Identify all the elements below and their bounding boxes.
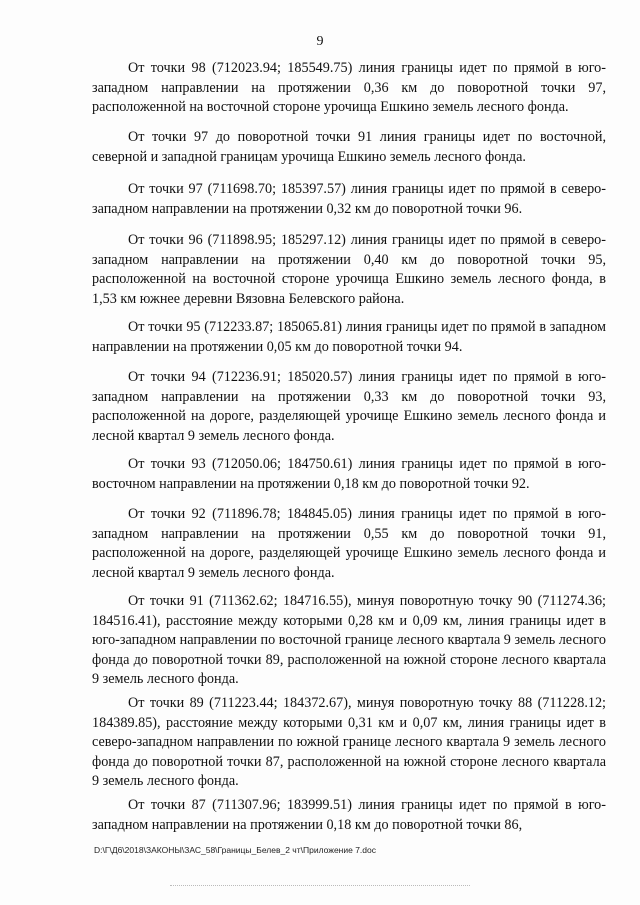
paragraph-point-92: От точки 92 (711896.78; 184845.05) линия границы идет по прямой в юго-западном направлении на протяжении 0,55 км до поворотной точки 91, расположенной на дороге, разделяющей урочище Ешкино земель лесного фонда и лесной квартал 9 земель лесного фонда. <box>92 506 606 581</box>
file-path-footer: D:\Г\Д6\2018\ЗАКОНЫ\ЗАС_58\Границы_Белев_2 чт\Приложение 7.doc <box>94 845 376 855</box>
paragraph-point-95: От точки 95 (712233.87; 185065.81) линия границы идет по прямой в западном направлении на протяжении 0,05 км до поворотной точки 94. <box>92 319 606 355</box>
paragraph-point-91: От точки 91 (711362.62; 184716.55), минуя поворотную точку 90 (711274.36; 184516.41), расстояние между которыми 0,28 км и 0,09 км, линия границы идет в юго-западном направлении по восточной границе лесного квартала 9 земель лесного фонда до поворотной точки 89, расположенной на южной стороне лесного квартала 9 земель лесного фонда. <box>92 593 606 687</box>
paragraph-point-89: От точки 89 (711223.44; 184372.67), минуя поворотную точку 88 (711228.12; 184389.85), расстояние между которыми 0,31 км и 0,07 км, линия границы идет в северо-западном направлении по южной границе лесного квартала 9 земель лесного фонда до поворотной точки 87, расположенной на южной стороне лесного квартала 9 земель лесного фонда. <box>92 695 606 789</box>
scan-artifact <box>170 885 470 888</box>
paragraph-point-98: От точки 98 (712023.94; 185549.75) линия границы идет по прямой в юго-западном направлении на протяжении 0,36 км до поворотной точки 97, расположенной на восточной стороне урочища Ешкино земель лесного фонда. <box>92 60 606 115</box>
paragraph-point-87: От точки 87 (711307.96; 183999.51) линия границы идет по прямой в юго-западном направлении на протяжении 0,18 км до поворотной точки 86, <box>92 797 606 833</box>
paragraph-point-96: От точки 96 (711898.95; 185297.12) линия границы идет по прямой в северо-западном направлении на протяжении 0,40 км до поворотной точки 95, расположенной на восточной стороне урочища Ешкино земель лесного фонда, в 1,53 км южнее деревни Вязовна Белевского района. <box>92 232 606 307</box>
paragraph-point-97: От точки 97 (711698.70; 185397.57) линия границы идет по прямой в северо-западном направлении на протяжении 0,32 км до поворотной точки 96. <box>92 181 606 217</box>
paragraph-point-94: От точки 94 (712236.91; 185020.57) линия границы идет по прямой в юго-западном направлении на протяжении 0,33 км до поворотной точки 93, расположенной на дороге, разделяющей урочище Ешкино земель лесного фонда и лесной квартал 9 земель лесного фонда. <box>92 369 606 444</box>
page-number: 9 <box>316 34 324 49</box>
paragraph-point-93: От точки 93 (712050.06; 184750.61) линия границы идет по прямой в юго-восточном направлении на протяжении 0,18 км до поворотной точки 92. <box>92 456 606 492</box>
paragraph-point-97-boundary: От точки 97 до поворотной точки 91 линия границы идет по восточной, северной и западной границам урочища Ешкино земель лесного фонда. <box>92 129 606 165</box>
